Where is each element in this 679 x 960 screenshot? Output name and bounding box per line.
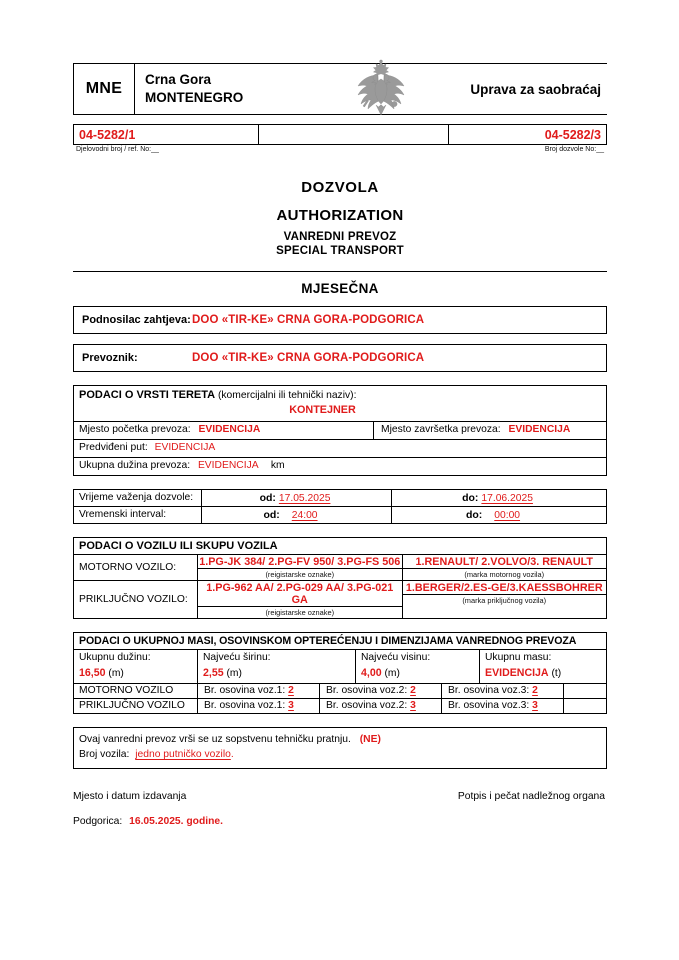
- trailer-vehicle-plates-cell: [198, 581, 403, 618]
- country-name-local: Crna Gora: [145, 72, 212, 88]
- vehicle-table: [73, 537, 607, 619]
- cargo-route-value: EVIDENCIJA: [154, 442, 216, 454]
- signature-label: Potpis i pečat nadležnog organa: [457, 790, 605, 802]
- reference-number-row: [73, 124, 607, 145]
- length-label: Ukupnu dužinu:: [79, 652, 151, 664]
- title-block: [73, 179, 607, 257]
- title-divider: [73, 271, 607, 272]
- cargo-distance-value: EVIDENCIJA: [197, 460, 259, 472]
- carrier-value: DOO «TIR-KE» CRNA GORA-PODGORICA: [192, 352, 425, 364]
- cargo-heading-bold: PODACI O VRSTI TERETA: [79, 389, 216, 401]
- total-mass-value: EVIDENCIJA: [485, 666, 549, 679]
- cargo-start-label: Mjesto početka prevoza:: [79, 424, 191, 436]
- motor-axles-spacer: [564, 684, 606, 698]
- motor-vehicle-plates-cell: [198, 555, 403, 580]
- escort-vehicle-count-value: jedno putničko vozilo: [135, 749, 231, 761]
- issue-date: 16.05.2025. godine.: [129, 815, 223, 827]
- reference-number-value: 04-5282/1: [79, 127, 136, 142]
- title-dozvola: DOZVOLA: [301, 179, 379, 196]
- validity-interval-from-cell: [202, 507, 392, 523]
- escort-vehicle-count-label: Broj vozila:: [79, 749, 130, 761]
- validity-interval-row: [74, 506, 606, 523]
- reference-number-cell: [74, 125, 259, 144]
- cargo-distance-cell: [74, 458, 606, 475]
- length-unit: (m): [108, 667, 124, 679]
- country-code-label: MNE: [85, 80, 123, 97]
- issue-city: Podgorica:: [73, 815, 123, 827]
- motor-axles-v3: [442, 684, 564, 698]
- vehicle-table-heading: PODACI O VOZILU ILI SKUPU VOZILA: [74, 538, 606, 555]
- width-unit: (m): [226, 667, 242, 679]
- carrier-label: Prevoznik:: [82, 352, 138, 364]
- trailer-axles-v1-label: Br. osovina voz.1:: [204, 699, 286, 711]
- cargo-route-row: [74, 439, 606, 457]
- motor-vehicle-plates-value: 1.PG-JK 384/ 2.PG-FV 950/ 3.PG-FS 506: [199, 556, 401, 569]
- trailer-axles-v2-value: 3: [410, 699, 416, 711]
- motor-axles-v2-value: 2: [410, 684, 416, 696]
- mass-dimensions-table: [73, 632, 607, 714]
- validity-period-row: [74, 490, 606, 506]
- subtitle-vanredni-prevoz: VANREDNI PREVOZ: [283, 231, 397, 243]
- trailer-vehicle-label: PRIKLJUČNO VOZILO:: [74, 581, 198, 618]
- motor-vehicle-makes-cell: [403, 555, 607, 580]
- cargo-start-value: EVIDENCIJA: [198, 424, 261, 436]
- trailer-vehicle-makes-caption: (marka priključnog vozila): [462, 596, 547, 606]
- trailer-vehicle-makes-cell: [403, 581, 607, 618]
- reference-number-caption: Djelovodni broj / ref. No:__: [76, 146, 159, 153]
- validity-period-from-value: 17.05.2025: [278, 493, 331, 505]
- motor-axles-v1: [198, 684, 320, 698]
- trailer-axles-label: PRIKLJUČNO VOZILO: [74, 699, 198, 713]
- country-name-box: [135, 63, 347, 115]
- motor-vehicle-plates-caption: (reigistarske oznake): [265, 570, 335, 580]
- motor-vehicle-label: MOTORNO VOZILO:: [74, 555, 198, 580]
- motor-axles-v1-label: Br. osovina voz.1:: [204, 684, 286, 696]
- applicant-value: DOO «TIR-KE» CRNA GORA-PODGORICA: [192, 314, 425, 326]
- montenegro-coat-of-arms-icon: [354, 59, 408, 119]
- subtitle-special-transport: SPECIAL TRANSPORT: [276, 245, 404, 257]
- motor-vehicle-makes-caption: (marka motornog vozila): [464, 570, 545, 580]
- cargo-distance-unit: km: [270, 460, 285, 472]
- escort-line2: [79, 747, 606, 762]
- applicant-label: Podnosilac zahtjeva:: [82, 314, 191, 326]
- authority-box: [415, 63, 607, 115]
- carrier-row: [73, 344, 607, 372]
- permit-number-value: 04-5282/3: [544, 127, 601, 142]
- cargo-route-label: Predviđeni put:: [79, 442, 148, 454]
- permit-number-cell: [449, 125, 606, 144]
- trailer-axles-row: [74, 699, 606, 713]
- length-cell: [74, 650, 198, 683]
- validity-interval-from-value: 24:00: [291, 510, 318, 522]
- escort-flag: (NE): [359, 733, 381, 745]
- cargo-places-row: [74, 421, 606, 439]
- escort-line2-period: .: [230, 749, 234, 761]
- motor-axles-row: [74, 684, 606, 699]
- cargo-end-value: EVIDENCIJA: [508, 424, 571, 436]
- motor-axles-v3-value: 2: [532, 684, 538, 696]
- applicant-row: [73, 306, 607, 334]
- cargo-end-label: Mjesto završetka prevoza:: [381, 424, 501, 436]
- cargo-table: [73, 385, 607, 476]
- validity-interval-from-label: od:: [263, 509, 280, 522]
- validity-interval-to-cell: [392, 507, 606, 523]
- trailer-axles-v2: [320, 699, 442, 713]
- motor-axles-v2: [320, 684, 442, 698]
- total-mass-unit: (t): [551, 667, 562, 679]
- emblem-cell: [347, 63, 415, 115]
- trailer-axles-v3-value: 3: [532, 699, 538, 711]
- cargo-end-cell: [374, 422, 606, 439]
- country-code-box: [73, 63, 135, 115]
- motor-axles-v1-value: 2: [288, 684, 294, 696]
- trailer-axles-v1-value: 3: [288, 699, 294, 711]
- periodicity-label: MJESEČNA: [301, 281, 379, 296]
- trailer-vehicle-plates-caption: (reigistarske oznake): [265, 608, 335, 618]
- cargo-heading-row: [74, 386, 606, 421]
- validity-interval-label: Vremenski interval:: [74, 507, 202, 523]
- document-header: [73, 63, 607, 115]
- escort-line1: [79, 732, 606, 747]
- validity-period-from-label: od:: [259, 492, 276, 505]
- motor-axles-label: MOTORNO VOZILO: [74, 684, 198, 698]
- trailer-vehicle-row: [74, 581, 606, 618]
- country-name-en: MONTENEGRO: [145, 90, 244, 105]
- validity-interval-to-value: 00:00: [494, 510, 521, 522]
- validity-table: [73, 489, 607, 524]
- validity-period-label: Vrijeme važenja dozvole:: [74, 490, 202, 506]
- cargo-route-cell: [74, 440, 606, 457]
- motor-vehicle-row: [74, 555, 606, 581]
- validity-period-to-label: do:: [462, 492, 479, 505]
- height-value: 4,00: [361, 666, 382, 679]
- trailer-axles-v3: [442, 699, 564, 713]
- mass-table-heading: PODACI O UKUPNOJ MASI, OSOVINSKOM OPTEREĆENJU I DIMENZIJAMA VANREDNOG PREVOZA: [74, 633, 606, 650]
- total-mass-cell: [480, 650, 606, 683]
- trailer-vehicle-plates-value: 1.PG-962 AA/ 2.PG-029 AA/ 3.PG-021 GA: [198, 581, 402, 607]
- cargo-type-value: KONTEJNER: [289, 403, 356, 416]
- document-sheet: [73, 0, 607, 827]
- width-cell: [198, 650, 356, 683]
- height-cell: [356, 650, 480, 683]
- dimensions-row: [74, 650, 606, 684]
- issue-line: [73, 816, 607, 827]
- validity-period-to-cell: [392, 490, 606, 506]
- height-label: Najveću visinu:: [361, 652, 431, 664]
- footer-row: [73, 791, 607, 802]
- width-value: 2,55: [203, 666, 224, 679]
- validity-period-to-value: 17.06.2025: [481, 493, 533, 505]
- motor-vehicle-makes-value: 1.RENAULT/ 2.VOLVO/3. RENAULT: [403, 555, 607, 569]
- trailer-axles-spacer: [564, 699, 606, 713]
- cargo-start-cell: [74, 422, 374, 439]
- total-mass-label: Ukupnu masu:: [485, 652, 552, 664]
- motor-axles-v3-label: Br. osovina voz.3:: [448, 684, 530, 696]
- permit-number-caption: Broj dozvole No:__: [544, 146, 604, 153]
- cargo-heading-rest: (komercijalni ili tehnički naziv):: [215, 390, 357, 401]
- trailer-axles-v2-label: Br. osovina voz.2:: [326, 699, 408, 711]
- cargo-distance-label: Ukupna dužina prevoza:: [79, 460, 191, 472]
- motor-axles-v2-label: Br. osovina voz.2:: [326, 684, 408, 696]
- validity-interval-to-label: do:: [465, 509, 483, 522]
- authority-label: Uprava za saobraćaj: [470, 81, 601, 97]
- reference-middle-cell: [259, 125, 449, 144]
- height-unit: (m): [384, 667, 400, 679]
- trailer-axles-v1: [198, 699, 320, 713]
- issue-place-label: Mjesto i datum izdavanja: [73, 790, 187, 802]
- trailer-vehicle-makes-value: 1.BERGER/2.ES-GE/3.KAESSBOHRER: [403, 581, 607, 595]
- escort-box: [73, 727, 607, 769]
- cargo-distance-row: [74, 457, 606, 475]
- trailer-axles-v3-label: Br. osovina voz.3:: [448, 699, 530, 711]
- cargo-heading-cell: [74, 386, 606, 421]
- reference-captions: [73, 146, 607, 153]
- escort-line1-text: Ovaj vanredni prevoz vrši se uz sopstvenu tehničku pratnju.: [79, 733, 351, 745]
- title-authorization: AUTHORIZATION: [276, 207, 404, 224]
- width-label: Najveću širinu:: [203, 652, 271, 664]
- validity-period-from-cell: [202, 490, 392, 506]
- length-value: 16,50: [79, 666, 106, 679]
